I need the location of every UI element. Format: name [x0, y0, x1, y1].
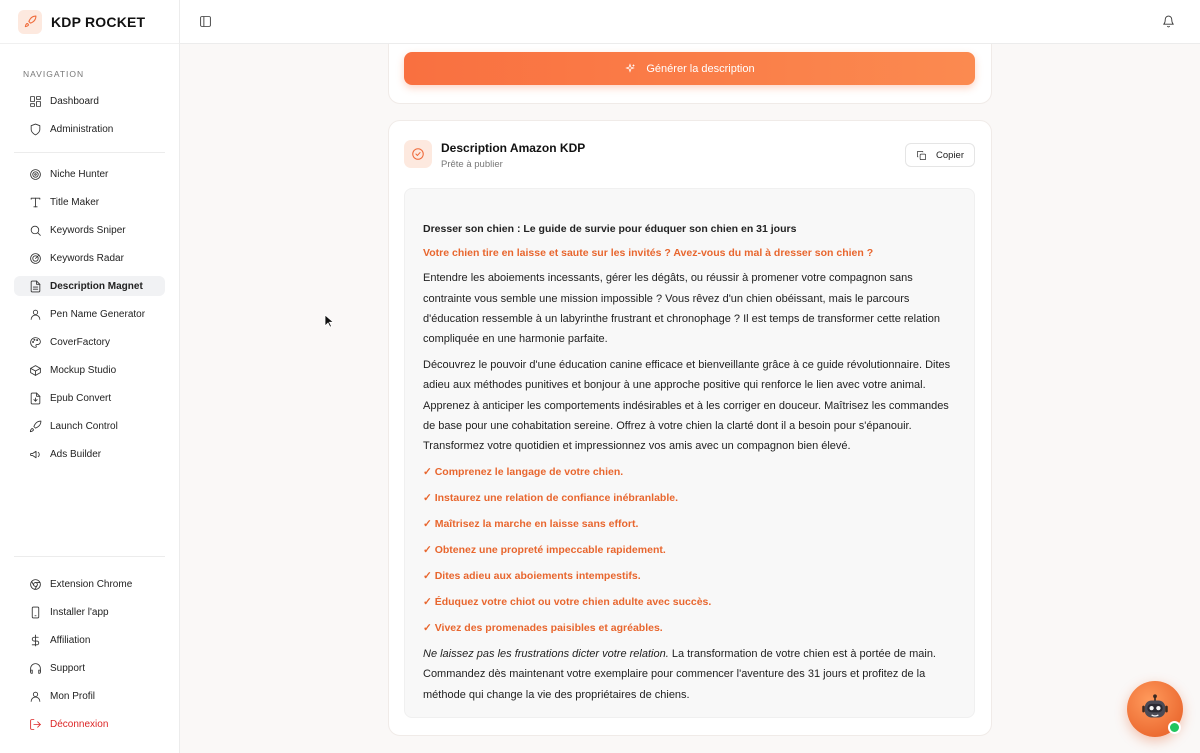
nav-group-tools: [14, 164, 165, 472]
sidebar-divider: [14, 556, 165, 557]
sidebar-item-administration[interactable]: [14, 119, 165, 139]
result-card-subtitle: Prête à publier: [441, 159, 503, 170]
description-title: Dresser son chien : Le guide de survie pour éduquer son chien en 31 jours: [423, 223, 797, 235]
sidebar-item-label: Launch Control: [50, 420, 118, 432]
dollar-icon: [28, 633, 42, 647]
logout-icon: [28, 717, 42, 731]
result-card-title: Description Amazon KDP: [441, 141, 586, 155]
sidebar-item-niche-hunter[interactable]: [14, 164, 165, 184]
sidebar-item-label: Installer l'app: [50, 606, 109, 618]
sidebar-item-keywords-radar[interactable]: [14, 248, 165, 268]
description-paragraph: Entendre les aboiements incessants, gérer les dégâts, ou réussir à promener votre compagnon sans contrainte vous semble une mission impossible ? Vous rêvez d'un chien obéissant, mais le parcours d'éducation ressemble à un labyrinthe frustrant et chronophage ? Il est temps de transformer cette relation compliquée en une harmonie parfaite.: [423, 272, 940, 346]
benefit-bullet: ✓ Obtenez une propreté impeccable rapidement.: [423, 544, 666, 557]
copy-icon: [916, 150, 927, 161]
nav-group-main: [14, 91, 165, 147]
sidebar-item-label: Déconnexion: [50, 718, 109, 730]
nav-group-account: [14, 574, 165, 742]
brand-name: KDP ROCKET: [51, 13, 146, 30]
sidebar-item-label: Mockup Studio: [50, 364, 117, 376]
box-icon: [28, 363, 42, 377]
sidebar-item-epub-convert[interactable]: [14, 388, 165, 408]
sidebar-item-label: Description Magnet: [50, 280, 143, 292]
benefit-bullet: ✓ Comprenez le langage de votre chien.: [423, 466, 624, 479]
target-icon: [28, 167, 42, 181]
chrome-icon: [28, 577, 42, 591]
robot-icon: [1138, 692, 1172, 726]
online-status-dot: [1168, 721, 1181, 734]
benefit-bullet: ✓ Instaurez une relation de confiance inébranlable.: [423, 492, 679, 505]
rocket-logo-icon: [18, 10, 42, 34]
type-icon: [28, 195, 42, 209]
benefit-bullet: ✓ Éduquez votre chiot ou votre chien adulte avec succès.: [423, 596, 712, 609]
shield-icon: [28, 122, 42, 136]
sidebar-item-label: Support: [50, 662, 86, 674]
benefit-bullet: ✓ Dites adieu aux aboiements intempestifs.: [423, 570, 641, 583]
sidebar-item-dashboard[interactable]: [14, 91, 165, 111]
description-text-box: [404, 188, 975, 718]
file-convert-icon: [28, 391, 42, 405]
sidebar-item-ads-builder[interactable]: [14, 444, 165, 464]
bell-icon[interactable]: [1162, 15, 1176, 29]
dashboard-icon: [28, 94, 42, 108]
sidebar-item-affiliation[interactable]: [14, 630, 165, 650]
top-bar: [180, 0, 1200, 44]
sidebar-item-label: Affiliation: [50, 634, 91, 646]
benefit-bullet: ✓ Maîtrisez la marche en laisse sans effort.: [423, 518, 639, 531]
sidebar-item-deconnexion[interactable]: [14, 714, 165, 734]
description-paragraph: Découvrez le pouvoir d'une éducation canine efficace et bienveillante grâce à ce guide révolutionnaire. Dites adieu aux méthodes punitives et bonjour à une approche positive qui renforce le lien avec votre animal. Apprenez à anticiper les comportements indésirables et à les corriger en douceur. Maîtrisez les commandes de base pour une cohabitation sereine. Offrez à votre chien la clarté dont il a besoin pour s'épanouir. Transformez votre quotidien et impressionnez vos amis avec un compagnon bien élevé.: [423, 359, 951, 453]
headphones-icon: [28, 661, 42, 675]
sidebar-item-extension-chrome[interactable]: [14, 574, 165, 594]
generate-button-label: Générer la description: [646, 62, 755, 75]
file-text-icon: [28, 279, 42, 293]
smartphone-icon: [28, 605, 42, 619]
sidebar-item-label: Ads Builder: [50, 448, 102, 460]
nav-section-title: NAVIGATION: [23, 69, 85, 79]
radar-icon: [28, 251, 42, 265]
sidebar-item-label: Mon Profil: [50, 690, 96, 702]
user-icon: [28, 689, 42, 703]
search-icon: [28, 223, 42, 237]
rocket-icon: [28, 419, 42, 433]
sidebar-item-mockup-studio[interactable]: [14, 360, 165, 380]
sidebar-item-keywords-sniper[interactable]: [14, 220, 165, 240]
mouse-cursor-icon: [324, 314, 334, 328]
sparkles-icon: [624, 63, 636, 75]
brand[interactable]: [0, 0, 179, 44]
sidebar-item-title-maker[interactable]: [14, 192, 165, 212]
sidebar-item-label: CoverFactory: [50, 336, 111, 348]
user-icon: [28, 307, 42, 321]
megaphone-icon: [28, 447, 42, 461]
sidebar-toggle-icon[interactable]: [199, 15, 213, 29]
sidebar-item-label: Title Maker: [50, 196, 100, 208]
palette-icon: [28, 335, 42, 349]
sidebar-item-launch-control[interactable]: [14, 416, 165, 436]
copy-button[interactable]: [905, 143, 975, 167]
benefit-bullet: ✓ Vivez des promenades paisibles et agréables.: [423, 622, 663, 635]
sidebar-item-label: Administration: [50, 123, 114, 135]
sidebar-item-label: Epub Convert: [50, 392, 112, 404]
sidebar-divider: [14, 152, 165, 153]
sidebar-item-label: Niche Hunter: [50, 168, 109, 180]
sidebar-item-label: Dashboard: [50, 95, 99, 107]
sidebar-item-label: Extension Chrome: [50, 578, 133, 590]
description-closing: [423, 644, 956, 705]
copy-button-label: Copier: [936, 149, 964, 161]
closing-italic: Ne laissez pas les frustrations dicter votre relation.: [423, 648, 669, 661]
sidebar-item-coverfactory[interactable]: [14, 332, 165, 352]
sidebar: [0, 0, 180, 753]
sidebar-item-label: Keywords Radar: [50, 252, 124, 264]
sidebar-item-mon-profil[interactable]: [14, 686, 165, 706]
generate-description-button[interactable]: [404, 52, 975, 85]
sidebar-item-installer-app[interactable]: [14, 602, 165, 622]
closing-text: La transformation de votre chien est à portée de main. Commandez dès maintenant votre exemplaire pour commencer l'aventure des 31 jours et profitez de la méthode qui change la vie des propriétaires de chiens.: [423, 648, 936, 701]
sidebar-item-label: Keywords Sniper: [50, 224, 126, 236]
sidebar-item-support[interactable]: [14, 658, 165, 678]
description-hook: Votre chien tire en laisse et saute sur les invités ? Avez-vous du mal à dresser son chien ?: [423, 247, 874, 260]
sidebar-item-pen-name-generator[interactable]: [14, 304, 165, 324]
sidebar-item-description-magnet[interactable]: [14, 276, 165, 296]
check-circle-icon: [404, 140, 432, 168]
sidebar-item-label: Pen Name Generator: [50, 308, 146, 320]
